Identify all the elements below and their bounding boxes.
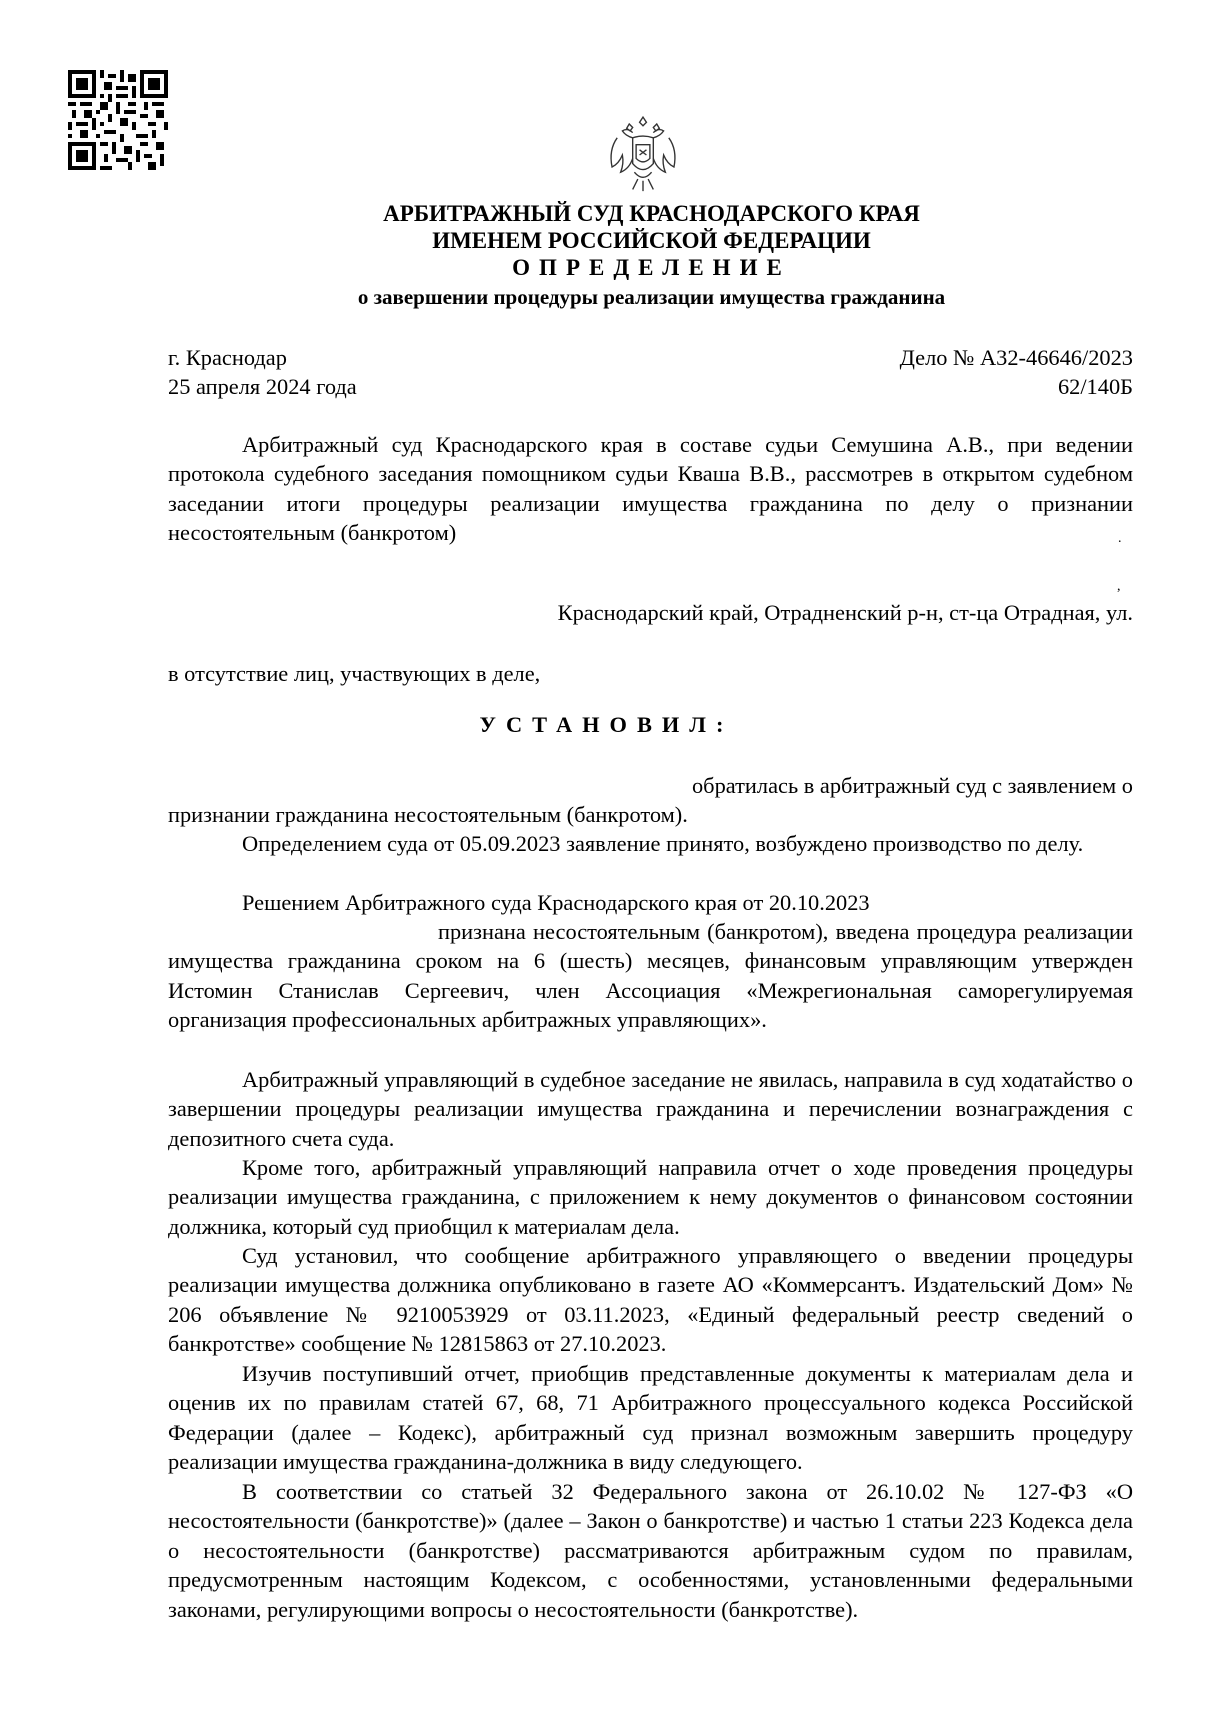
small-comma-mark: , xyxy=(1117,579,1121,594)
meta-row-2 xyxy=(168,372,1133,401)
intro-paragraph: Арбитражный суд Краснодарского края в составе судьи Семушина А.В., при ведении протокола судебного заседания помощником судьи Кваша В.В., рассмотрев в открытом судебном заседании итоги процедуры реализации имущества гражданина по делу о признании несостоятельным (банкротом) xyxy=(168,432,1133,546)
case-subnumber: 62/140Б xyxy=(1057,374,1133,399)
document-header xyxy=(0,200,1213,313)
court-name: АРБИТРАЖНЫЙ СУД КРАСНОДАРСКОГО КРАЯ xyxy=(383,201,920,226)
in-the-name-line: ИМЕНЕМ РОССИЙСКОЙ ФЕДЕРАЦИИ xyxy=(432,228,871,253)
paragraph-1-tail: обратилась в арбитражный суд с заявлением о xyxy=(691,773,1133,798)
absence-line: в отсутствие лиц, участвующих в деле, xyxy=(168,661,541,686)
established-heading: УСТАНОВИЛ: xyxy=(479,712,734,737)
paragraph-1-continuation: признании гражданина несостоятельным (банкротом). xyxy=(168,802,688,827)
coat-of-arms-icon xyxy=(600,112,686,198)
paragraph-3-start: Решением Арбитражного суда Краснодарского края от 20.10.2023 xyxy=(242,890,870,915)
document-type: ОПРЕДЕЛЕНИЕ xyxy=(512,255,791,280)
paragraph-5: Кроме того, арбитражный управляющий направила отчет о ходе проведения процедуры реализации имущества гражданина, с приложением к нему документов о финансовом состоянии должника, который суд приобщил к материалам дела. xyxy=(168,1155,1133,1239)
city: г. Краснодар xyxy=(168,345,287,370)
address-line: Краснодарский край, Отрадненский р-н, ст-ца Отрадная, ул. xyxy=(557,600,1133,625)
document-subject: о завершении процедуры реализации имущества гражданина xyxy=(357,285,946,309)
paragraph-3: признана несостоятельным (банкротом), введена процедура реализации имущества гражданина сроком на 6 (шесть) месяцев, финансовым управляющим утвержден Истомин Станислав Сергеевич, член Ассоциация «Межрегиональная саморегулируемая организация профессиональных арбитражных управляющих». xyxy=(168,919,1133,1033)
meta-row-1 xyxy=(168,343,1133,372)
case-number: Дело № А32-46646/2023 xyxy=(899,345,1133,370)
paragraph-7: Изучив поступивший отчет, приобщив представленные документы к материалам дела и оценив их по правилам статей 67, 68, 71 Арбитражного процессуального кодекса Российской Федерации (далее – Кодекс), арбитражный суд признал возможным завершить процедуру реализации имущества гражданина-должника в виду следующего. xyxy=(168,1361,1133,1475)
paragraph-4: Арбитражный управляющий в судебное заседание не явилась, направила в суд ходатайство о завершении процедуры реализации имущества гражданина и перечислении вознаграждения с депозитного счета суда. xyxy=(168,1067,1133,1151)
qr-code xyxy=(68,70,168,170)
paragraph-8: В соответствии со статьей 32 Федерального закона от 26.10.02 № 127-ФЗ «О несостоятельности (банкротстве)» (далее – Закон о банкротстве) и частью 1 статьи 223 Кодекса дела о несостоятельности (банкротстве) рассматриваются арбитражным судом по правилам, предусмотренным настоящим Кодексом, с особенностями, установленными федеральными законами, регулирующими вопросы о несостоятельности (банкротстве). xyxy=(168,1479,1133,1622)
decision-date: 25 апреля 2024 года xyxy=(168,374,357,399)
paragraph-2: Определением суда от 05.09.2023 заявление принято, возбуждено производство по делу. xyxy=(242,831,1084,856)
paragraph-6: Суд установил, что сообщение арбитражного управляющего о введении процедуры реализации имущества должника опубликовано в газете АО «Коммерсантъ. Издательский Дом» № 206 объявление № 9210053929 от 03.11.2023, «Единый федеральный реестр сведений о банкротстве» сообщение № 12815863 от 27.10.2023. xyxy=(168,1243,1133,1357)
small-dot-mark: . xyxy=(1118,531,1122,546)
